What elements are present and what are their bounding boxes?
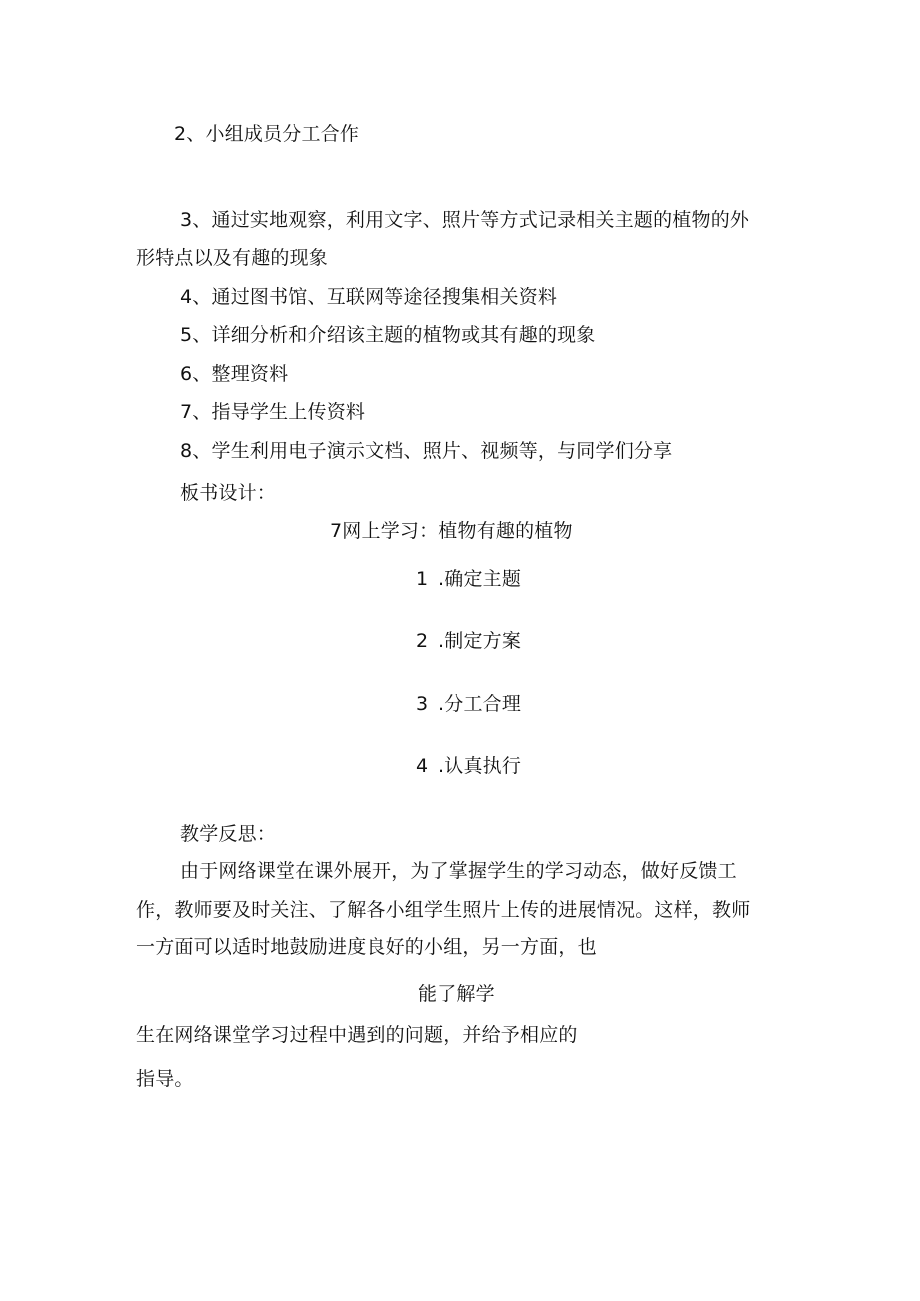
board-item-1	[416, 567, 521, 591]
board-item-text: .分工合理	[438, 693, 522, 715]
board-item-2	[416, 629, 521, 653]
reflection-line-5: 生在网络课堂学习过程中遇到的问题，并给予相应的	[136, 1024, 578, 1046]
step-8: 8、学生利用电子演示文档、照片、视频等，与同学们分享	[180, 440, 673, 462]
board-item-number: 4	[416, 755, 429, 777]
step-7: 7、指导学生上传资料	[180, 401, 366, 423]
reflection-line-6: 指导。	[136, 1068, 194, 1090]
board-item-number: 2	[416, 630, 429, 652]
board-item-4	[416, 754, 521, 778]
board-item-text: .确定主题	[438, 568, 522, 590]
step-4: 4、通过图书馆、互联网等途径搜集相关资料	[180, 286, 558, 308]
reflection-line-3: 一方面可以适时地鼓励进度良好的小组，另一方面，也	[136, 936, 597, 958]
reflection-line-1: 由于网络课堂在课外展开，为了掌握学生的学习动态，做好反馈工	[180, 860, 737, 882]
step-3: 3、通过实地观察，利用文字、照片等方式记录相关主题的植物的外	[180, 209, 750, 231]
step-5: 5、详细分析和介绍该主题的植物或其有趣的现象	[180, 324, 596, 346]
board-item-number: 1	[416, 568, 429, 590]
reflection-line-2: 作，教师要及时关注、了解各小组学生照片上传的进展情况。这样，教师	[136, 899, 751, 921]
step-3-continued: 形特点以及有趣的现象	[136, 247, 329, 269]
board-item-text: .制定方案	[438, 630, 522, 652]
board-item-text: .认真执行	[438, 755, 522, 777]
step-2: 2、小组成员分工合作	[174, 123, 360, 145]
reflection-heading: 教学反思：	[180, 823, 277, 845]
step-6: 6、整理资料	[180, 363, 289, 385]
board-item-3	[416, 692, 521, 716]
board-item-number: 3	[416, 693, 429, 715]
board-design-heading: 板书设计：	[180, 482, 277, 504]
board-title: 7网上学习：植物有趣的植物	[330, 520, 573, 542]
reflection-line-4: 能了解学	[418, 983, 495, 1005]
